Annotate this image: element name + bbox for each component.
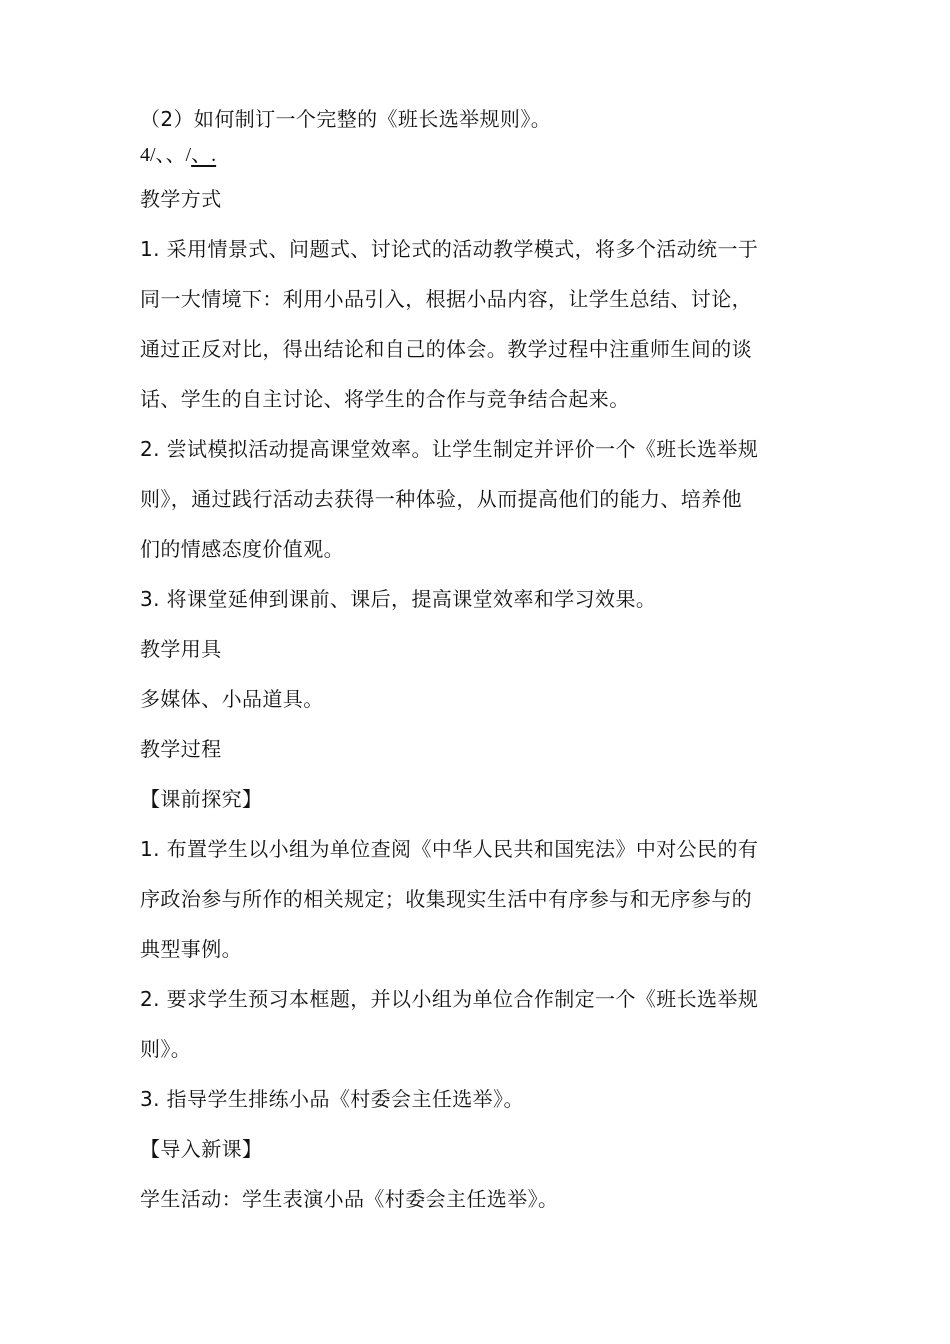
text-line: 话、学生的自主讨论、将学生的合作与竞争结合起来。 — [140, 387, 630, 411]
subsection-heading: 【课前探究】 — [140, 787, 263, 811]
section-heading: 教学方式 — [140, 187, 222, 211]
stray-mark — [140, 136, 820, 174]
text-line: 3. 指导学生排练小品《村委会主任选举》。 — [140, 1087, 524, 1111]
text-line: 2. 要求学生预习本框题，并以小组为单位合作制定一个《班长选举规 — [140, 987, 759, 1011]
text-line: 序政治参与所作的相关规定；收集现实生活中有序参与和无序参与的 — [140, 887, 752, 911]
text-line: 1. 布置学生以小组为单位查阅《中华人民共和国宪法》中对公民的有 — [140, 837, 759, 861]
text-line: 则》，通过践行活动去获得一种体验，从而提高他们的能力、培养他 — [140, 487, 742, 511]
text-line: （2）如何制订一个完整的《班长选举规则》。 — [140, 107, 552, 131]
text-line: 1. 采用情景式、问题式、讨论式的活动教学模式，将多个活动统一于 — [140, 237, 759, 261]
section-heading: 教学用具 — [140, 637, 222, 661]
text-line: 同一大情境下：利用小品引入，根据小品内容，让学生总结、讨论， — [140, 287, 752, 311]
text-line: 通过正反对比，得出结论和自己的体会。教学过程中注重师生间的谈 — [140, 337, 752, 361]
subsection-heading: 【导入新课】 — [140, 1137, 263, 1161]
document-body — [140, 103, 820, 1224]
text-line: 多媒体、小品道具。 — [140, 687, 324, 711]
text-line: 典型事例。 — [140, 937, 242, 961]
text-line: 们的情感态度价值观。 — [140, 537, 344, 561]
text-line: 3. 将课堂延伸到课前、课后，提高课堂效率和学习效果。 — [140, 587, 657, 611]
stray-mark-underlined: 、. — [191, 144, 217, 166]
text-line: 2. 尝试模拟活动提高课堂效率。让学生制定并评价一个《班长选举规 — [140, 437, 759, 461]
stray-mark-plain: 4/、、/ — [140, 144, 192, 166]
text-line: 则》。 — [140, 1037, 192, 1061]
section-heading: 教学过程 — [140, 737, 222, 761]
text-line: 学生活动：学生表演小品《村委会主任选举》。 — [140, 1187, 559, 1211]
